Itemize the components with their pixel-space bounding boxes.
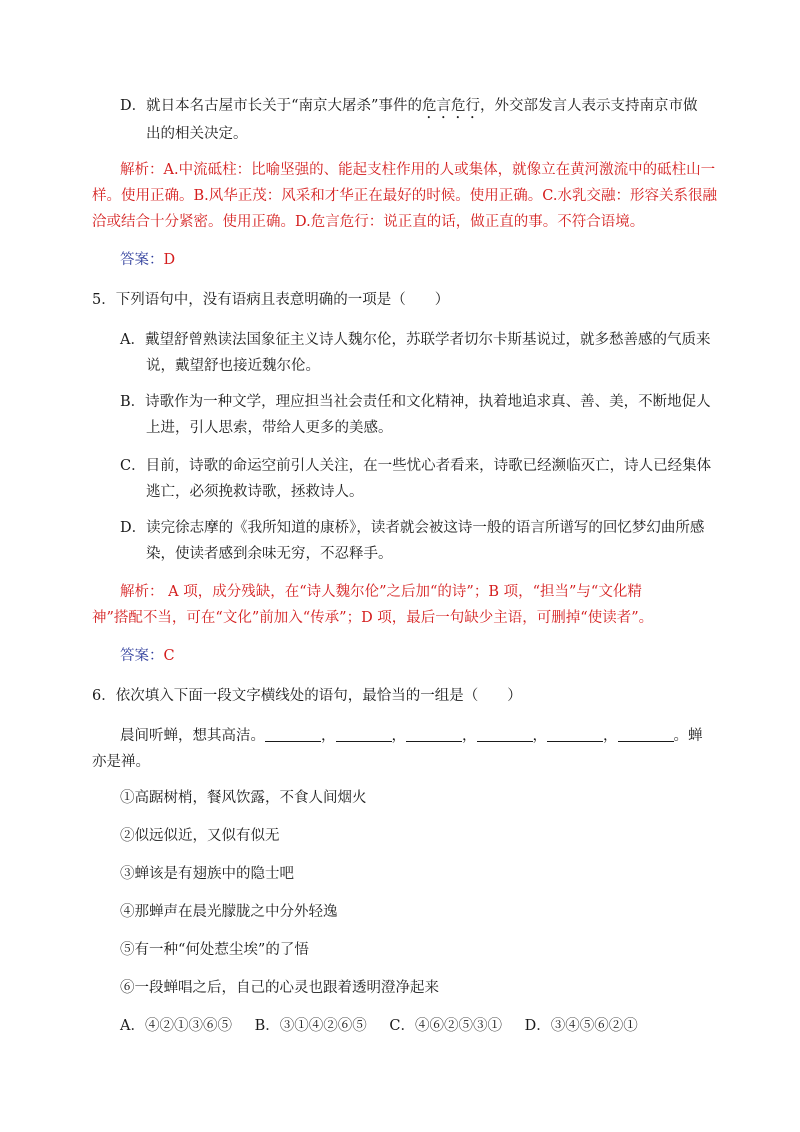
fill-blank-4 (477, 727, 533, 742)
choice-c: C．④⑥②⑤③① (389, 1018, 502, 1034)
q5-option-a-line1 (120, 330, 710, 350)
q5-analysis-line2: 神”搭配不当，可在“文化”前加入“传承”；D 项，最后一句缺少主语，可删掉“使读者”。 (92, 610, 654, 626)
q5-option-c-line1 (120, 456, 711, 476)
q6-item-3: ③蝉该是有翅族中的隐士吧 (120, 866, 294, 882)
q6-passage-line1 (120, 726, 703, 746)
q6-choices (120, 1016, 656, 1036)
fill-blank-3 (406, 727, 462, 742)
q5-answer (120, 646, 175, 666)
comma: ， (532, 728, 547, 744)
comma: ， (391, 728, 406, 744)
fill-blank-1 (265, 727, 321, 742)
passage-text: 。蝉 (673, 728, 703, 744)
q6-item-2: ②似远似近，又似有似无 (120, 828, 280, 844)
q5-analysis-line1: 解析： A 项，成分残缺，在“诗人魏尔伦”之后加“的诗”；B 项，“担当”与“文化精 (120, 584, 642, 600)
fill-blank-2 (336, 727, 392, 742)
choice-a: A．④②①③⑥⑤ (120, 1018, 232, 1034)
option-label: D． (120, 98, 147, 114)
q5-option-b-line1 (120, 392, 711, 412)
q5-option-b-line2: 上进，引人思索，带给人更多的美感。 (146, 420, 393, 436)
q4-analysis-line2: 样。使用正确。B.风华正茂：风采和才华正在最好的时候。使用正确。C.水乳交融：形容关系很融 (92, 188, 717, 204)
emphasized-idiom: 危言危行 (421, 98, 480, 114)
q5-option-c-line2: 逃亡，必须挽救诗歌，拯救诗人。 (146, 484, 364, 500)
q4-analysis-line1: 解析：A.中流砥柱：比喻坚强的、能起支柱作用的人或集体，就像立在黄河激流中的砥柱山一 (120, 162, 716, 178)
answer-value: C (163, 648, 175, 664)
option-text: 目前，诗歌的命运空前引人关注，在一些忧心者看来，诗歌已经濒临灭亡，诗人已经集体 (145, 458, 712, 474)
option-label: C． (120, 458, 146, 474)
answer-value: D (163, 252, 176, 268)
q6-item-5: ⑤有一种“何处惹尘埃”的了悟 (120, 942, 309, 958)
option-text: ，外交部发言人表示支持南京市做 (479, 98, 698, 114)
q5-option-a-line2: 说，戴望舒也接近魏尔伦。 (146, 358, 320, 374)
comma: ， (321, 728, 336, 744)
q6-item-6: ⑥一段蝉唱之后，自己的心灵也跟着透明澄净起来 (120, 980, 439, 996)
q4-option-d-line1 (120, 96, 697, 122)
q5-option-d-line1 (120, 518, 704, 538)
q6-stem: 6．依次填入下面一段文字横线处的语句，最恰当的一组是（ ） (92, 688, 522, 704)
option-text: 读完徐志摩的《我所知道的康桥》，读者就会被这诗一般的语言所谱写的回忆梦幻曲所感 (146, 520, 705, 536)
fill-blank-5 (547, 727, 603, 742)
q5-option-d-line2: 染，使读者感到余味无穷，不忍释手。 (146, 546, 393, 562)
option-label: B． (120, 394, 146, 410)
q6-item-1: ①高踞树梢，餐风饮露，不食人间烟火 (120, 790, 367, 806)
option-text: 诗歌作为一种文学，理应担当社会责任和文化精神，执着地追求真、善、美，不断地促人 (145, 394, 711, 410)
option-text: 戴望舒曾熟读法国象征主义诗人魏尔伦，苏联学者切尔卡斯基说过，就多愁善感的气质来 (144, 332, 711, 348)
q4-analysis-line3: 洽或结合十分紧密。使用正确。D.危言危行：说正直的话，做正直的事。不符合语境。 (92, 214, 645, 230)
option-text: 就日本名古屋市长关于“南京大屠杀”事件的 (146, 98, 422, 114)
q6-passage-line2: 亦是禅。 (92, 754, 150, 770)
q5-stem: 5．下列语句中，没有语病且表意明确的一项是（ ） (92, 292, 450, 308)
option-label: D． (120, 520, 147, 536)
comma: ， (462, 728, 477, 744)
comma: ， (603, 728, 618, 744)
option-label: A． (120, 332, 145, 348)
fill-blank-6 (618, 727, 674, 742)
answer-label: 答案： (120, 252, 164, 268)
q4-option-d-line2: 出的相关决定。 (146, 126, 248, 142)
passage-text: 晨间听蝉，想其高洁。 (120, 728, 265, 744)
choice-b: B．③①④②⑥⑤ (254, 1018, 367, 1034)
answer-label: 答案： (120, 648, 164, 664)
q4-answer (120, 250, 175, 270)
choice-d: D．③④⑤⑥②① (524, 1018, 638, 1034)
q6-item-4: ④那蝉声在晨光朦胧之中分外轻逸 (120, 904, 338, 920)
